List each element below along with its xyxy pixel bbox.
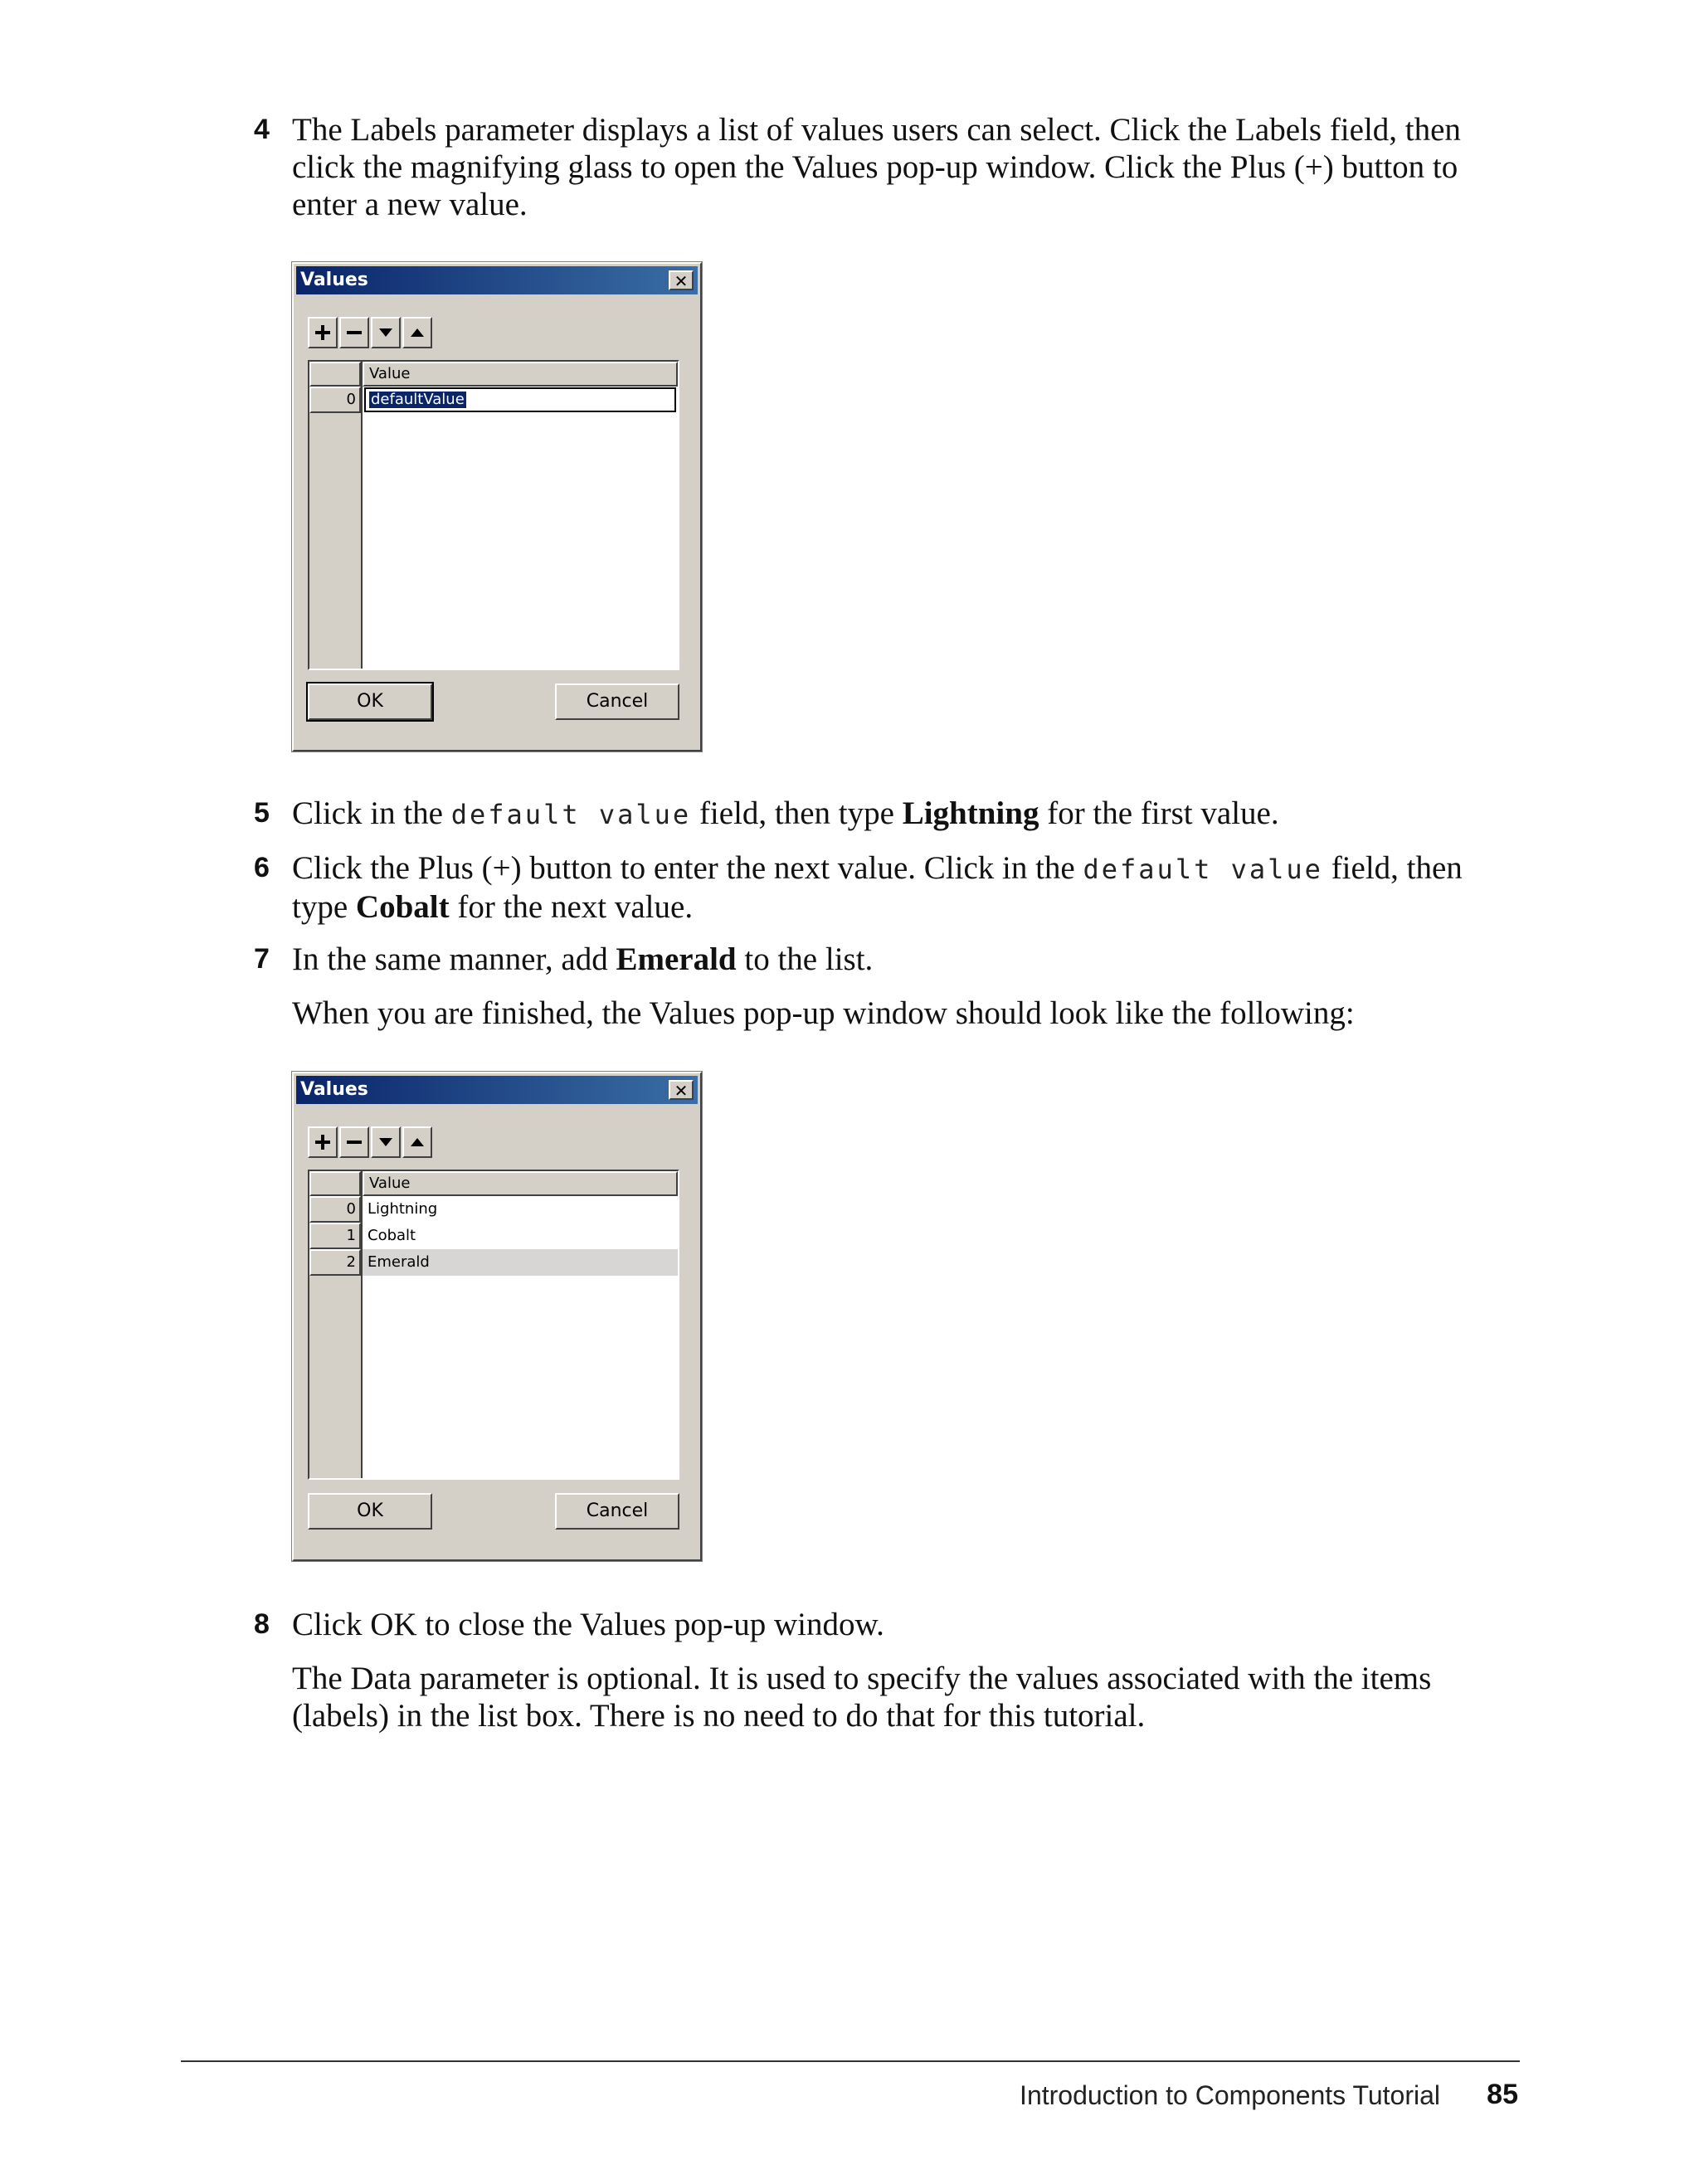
arrow-up-icon (409, 1134, 426, 1150)
step-text: Click OK to close the Values pop-up window. (292, 1607, 884, 1642)
step-7-followup: When you are finished, the Values pop-up window should look like the following: (292, 995, 1355, 1031)
footer-title: Introduction to Components Tutorial (1020, 2080, 1440, 2110)
table-row[interactable] (309, 387, 678, 413)
row-index: 1 (309, 1223, 361, 1249)
bold-text: Cobalt (355, 889, 450, 925)
value-edit-field[interactable] (364, 387, 676, 412)
values-dialog-finished (292, 1072, 702, 1561)
table-row[interactable] (309, 1249, 678, 1276)
move-down-button[interactable] (371, 1126, 401, 1158)
dialog-title: Values (300, 270, 368, 290)
step-8 (254, 1606, 1523, 1643)
step-text: Click the Plus (+) button to enter the next value. Click in the default value field, then type Cobalt for the next value. (292, 850, 1463, 925)
values-dialog-initial (292, 262, 702, 752)
row-index: 0 (309, 387, 361, 413)
row-value: Emerald (363, 1249, 678, 1276)
step-number: 5 (254, 797, 270, 829)
remove-value-button[interactable] (339, 317, 369, 348)
values-table[interactable] (308, 1170, 679, 1480)
close-icon: ✕ (674, 271, 689, 291)
add-value-button[interactable] (308, 317, 338, 348)
close-button[interactable] (669, 1080, 694, 1100)
dialog-titlebar (296, 1076, 698, 1104)
close-icon: ✕ (674, 1081, 689, 1101)
row-value: Cobalt (368, 1227, 416, 1244)
minus-icon (346, 324, 363, 341)
code-text: default value (450, 799, 692, 830)
step-4 (254, 111, 1523, 223)
arrow-down-icon (377, 1134, 394, 1150)
step-text: Click in the default value field, then type Lightning for the first value. (292, 795, 1279, 831)
cancel-button[interactable]: Cancel (555, 683, 679, 720)
code-text: default value (1083, 854, 1323, 885)
remove-value-button[interactable] (339, 1126, 369, 1158)
value-text: defaultValue (371, 391, 465, 408)
row-value: Lightning (368, 1200, 438, 1218)
arrow-up-icon (409, 324, 426, 341)
step-text: The Labels parameter displays a list of values users can select. Click the Labels field, then click the magnifying glass to open the Values pop-up window. Click the Plus (+) button to enter a new value. (292, 112, 1461, 222)
page-number: 85 (1487, 2079, 1518, 2110)
step-5 (254, 795, 1523, 834)
footer-rule (181, 2060, 1520, 2062)
plus-icon (314, 1134, 331, 1150)
table-row[interactable] (309, 1196, 678, 1223)
arrow-down-icon (377, 324, 394, 341)
step-6 (254, 849, 1523, 926)
step-text: In the same manner, add Emerald to the list. (292, 941, 874, 977)
cancel-button[interactable]: Cancel (555, 1493, 679, 1530)
column-header-value[interactable]: Value (363, 362, 678, 387)
step-7 (254, 941, 1523, 978)
step-number: 6 (254, 852, 270, 883)
ok-button[interactable]: OK (308, 683, 432, 720)
minus-icon (346, 1134, 363, 1150)
values-table[interactable] (308, 360, 679, 670)
ok-button[interactable]: OK (308, 1493, 432, 1530)
step-8-followup: The Data parameter is optional. It is used to specify the values associated with the items (labels) in the list box. There is no need to do that for this tutorial. (292, 1661, 1432, 1734)
move-up-button[interactable] (402, 317, 432, 348)
step-number: 7 (254, 943, 270, 975)
row-index: 0 (309, 1196, 361, 1223)
dialog-title: Values (300, 1079, 368, 1100)
add-value-button[interactable] (308, 1126, 338, 1158)
move-down-button[interactable] (371, 317, 401, 348)
row-index: 2 (309, 1249, 361, 1276)
close-button[interactable] (669, 270, 694, 290)
table-row[interactable] (309, 1223, 678, 1249)
table-corner (309, 362, 361, 387)
table-corner (309, 1171, 361, 1196)
dialog-titlebar (296, 266, 698, 294)
plus-icon (314, 324, 331, 341)
bold-text: Lightning (902, 795, 1039, 831)
step-number: 4 (254, 114, 270, 145)
column-header-value[interactable]: Value (363, 1171, 678, 1196)
step-number: 8 (254, 1608, 270, 1640)
move-up-button[interactable] (402, 1126, 432, 1158)
bold-text: Emerald (616, 941, 737, 977)
